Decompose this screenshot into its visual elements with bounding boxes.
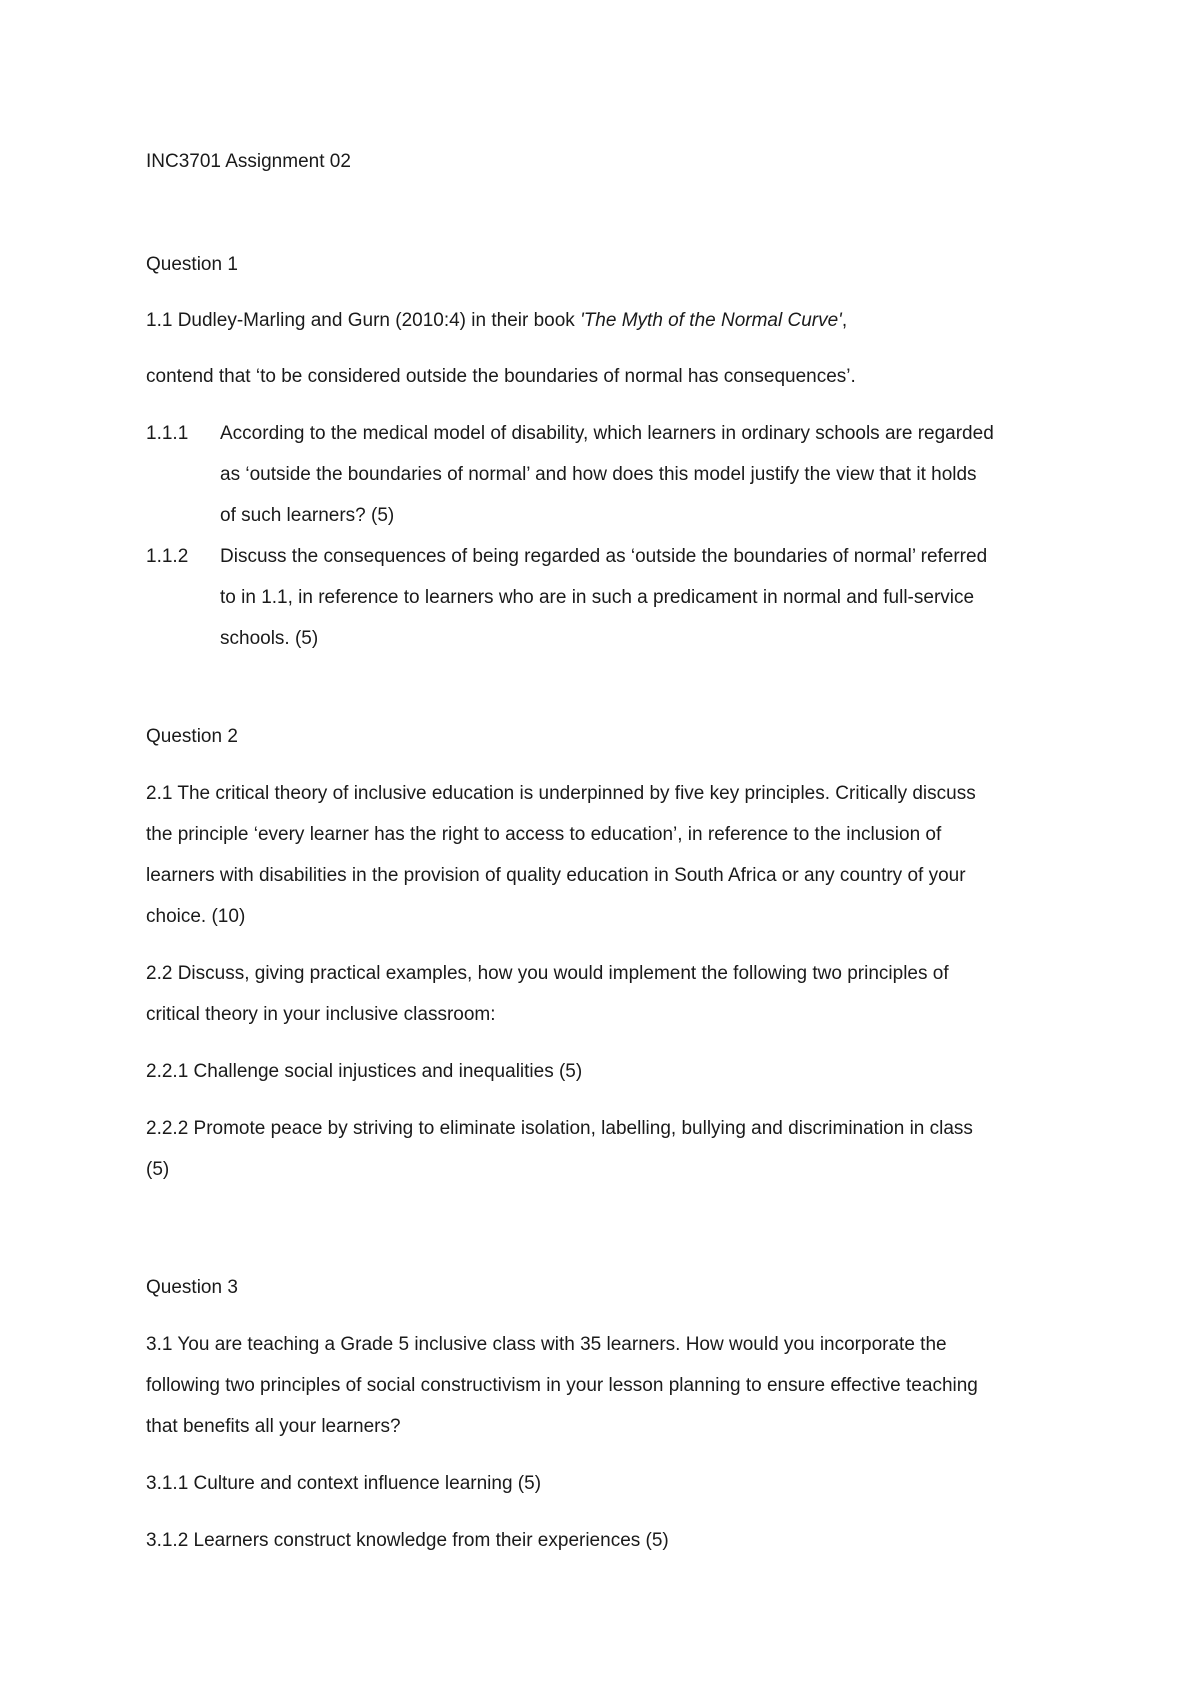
question-3-1-line1: 3.1 You are teaching a Grade 5 inclusive class with 35 learners. How would you incorporate the [146, 1334, 947, 1355]
question-3-heading: Question 3 [146, 1277, 238, 1298]
question-3-1-2: 3.1.2 Learners construct knowledge from their experiences (5) [146, 1530, 669, 1551]
document-title: INC3701 Assignment 02 [146, 151, 351, 172]
item-number-1-1-2: 1.1.2 [146, 546, 189, 567]
question-3-1-line2: following two principles of social constructivism in your lesson planning to ensure effective teaching [146, 1375, 978, 1396]
question-2-2-1: 2.2.1 Challenge social injustices and inequalities (5) [146, 1061, 583, 1082]
question-2-1-line2: the principle ‘every learner has the right to access to education’, in reference to the inclusion of [146, 824, 942, 845]
question-2-1-line3: learners with disabilities in the provision of quality education in South Africa or any country of your [146, 865, 966, 886]
question-2-1-line1: 2.1 The critical theory of inclusive education is underpinned by five key principles. Critically discuss [146, 783, 976, 804]
item-1-1-2-line3: schools. (5) [220, 628, 319, 649]
question-2-2-line2: critical theory in your inclusive classroom: [146, 1004, 496, 1025]
question-2-heading: Question 2 [146, 726, 238, 747]
question-1-heading: Question 1 [146, 254, 238, 275]
question-2-2-2-line1: 2.2.2 Promote peace by striving to eliminate isolation, labelling, bullying and discrimination in class [146, 1118, 973, 1139]
question-1-1-intro [146, 309, 847, 333]
intro-text: 1.1 Dudley-Marling and Gurn (2010:4) in their book [146, 310, 581, 331]
item-1-1-1-line2: as ‘outside the boundaries of normal’ and how does this model justify the view that it holds [220, 464, 977, 485]
question-2-2-line1: 2.2 Discuss, giving practical examples, how you would implement the following two principles of [146, 963, 949, 984]
book-title: 'The Myth of the Normal Curve' [580, 310, 842, 331]
item-1-1-1-line1: According to the medical model of disability, which learners in ordinary schools are regarded [220, 423, 994, 444]
intro-comma: , [841, 310, 848, 331]
item-number-1-1-1: 1.1.1 [146, 423, 189, 444]
question-3-1-line3: that benefits all your learners? [146, 1416, 401, 1437]
item-1-1-2-line1: Discuss the consequences of being regarded as ‘outside the boundaries of normal’ referred [220, 546, 988, 567]
item-1-1-1-line3: of such learners? (5) [220, 505, 395, 526]
question-2-2-2-line2: (5) [146, 1159, 170, 1180]
question-2-1-line4: choice. (10) [146, 906, 246, 927]
item-1-1-2-line2: to in 1.1, in reference to learners who are in such a predicament in normal and full-service [220, 587, 975, 608]
question-3-1-1: 3.1.1 Culture and context influence learning (5) [146, 1473, 542, 1494]
question-1-1-intro-line2: contend that ‘to be considered outside the boundaries of normal has consequences’. [146, 366, 856, 387]
